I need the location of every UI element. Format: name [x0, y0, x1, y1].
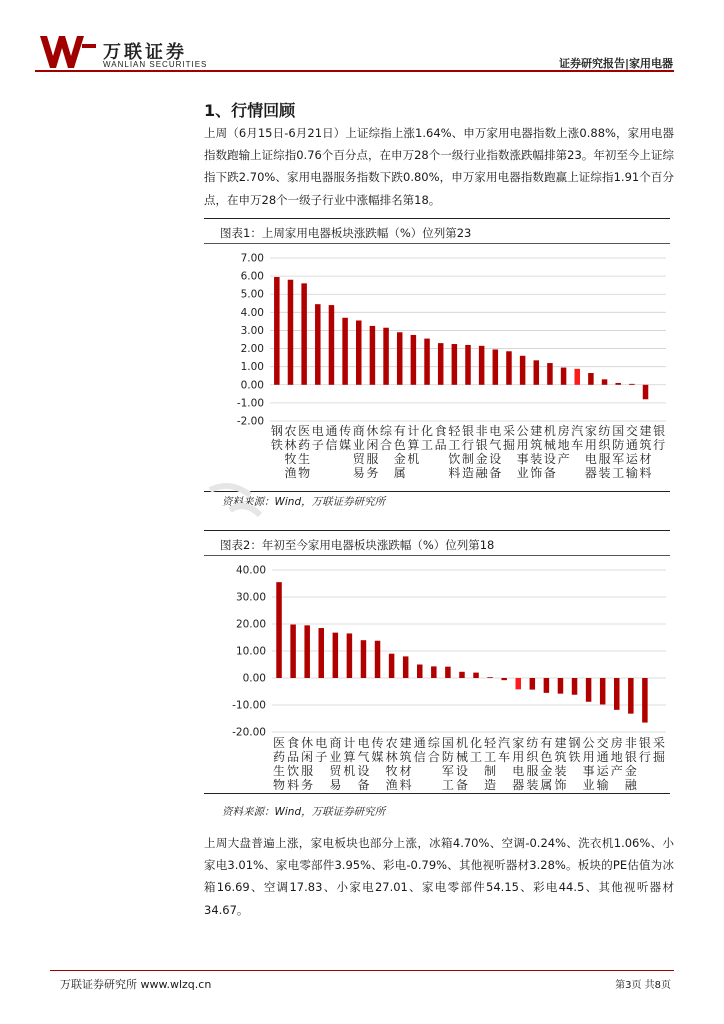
x-category-label: 合 — [427, 750, 440, 764]
watermark-icon — [200, 470, 310, 550]
x-category-label: 筑 — [399, 750, 412, 764]
x-category-label: 气 — [357, 750, 370, 764]
chart2-bar — [473, 673, 479, 678]
x-category-label: 电 — [315, 736, 328, 750]
x-category-label: 备 — [489, 466, 502, 480]
x-category-label: 械 — [543, 438, 556, 452]
chart2-bar — [403, 656, 409, 678]
x-category-label: 通 — [625, 438, 638, 452]
x-category-label: 设 — [489, 452, 502, 466]
x-category-label: 融 — [624, 778, 637, 792]
x-category-label: 备 — [455, 778, 468, 792]
x-category-label: 机 — [343, 764, 356, 778]
x-category-label: 轻 — [484, 736, 497, 750]
x-category-label: 算 — [343, 750, 356, 764]
x-category-label: 机 — [455, 736, 468, 750]
x-category-label: 制 — [484, 764, 497, 778]
x-category-label: 器 — [512, 778, 525, 792]
x-category-label: 属 — [393, 466, 406, 480]
x-category-label: 防 — [441, 750, 454, 764]
x-category-label: 筑 — [530, 438, 543, 452]
x-category-label: 信 — [325, 438, 338, 452]
x-category-label: 运 — [596, 764, 609, 778]
x-category-label: 生 — [273, 764, 286, 778]
x-category-label: 综 — [427, 736, 440, 750]
x-category-label: 综 — [380, 424, 393, 438]
chart2-bar — [459, 672, 465, 678]
x-category-label: 休 — [301, 736, 314, 750]
x-category-label: 设 — [357, 764, 370, 778]
chart2-bar — [530, 678, 536, 690]
x-category-label: 铁 — [270, 438, 283, 452]
x-category-label: 渔 — [284, 466, 297, 480]
chart1-bar — [479, 346, 485, 385]
chart2-bar — [516, 678, 522, 689]
report-category: 证券研究报告|家用电器 — [558, 57, 673, 70]
x-category-label: 非 — [475, 424, 488, 438]
x-category-label: 材 — [639, 452, 652, 466]
x-category-label: 设 — [455, 764, 468, 778]
chart1-bar — [643, 385, 649, 399]
paragraph-market-review: 上周（6月15日-6月21日）上证综指上涨1.64%、申万家用电器指数上涨0.88%，家用电器指数跑输上证综指0.76个百分点，在申万28个一级行业指数涨跌幅排第23。年初至今上证综指下跌2.70%、家用电器服务指数下跌0.80%，申万家用电器指数跑赢上证综指1.91个百分点，在申万28个一级子行业中涨幅排名第18。 — [204, 126, 674, 207]
x-category-label: 建 — [530, 424, 543, 438]
x-category-label: 防 — [612, 438, 625, 452]
x-category-label: 药 — [273, 750, 286, 764]
y-tick-label: 10.00 — [235, 645, 266, 658]
x-category-label: 品 — [287, 750, 300, 764]
chart2-bar — [361, 640, 367, 678]
x-category-label: 料 — [399, 778, 412, 792]
x-category-label: 电 — [357, 736, 370, 750]
chart1-bar — [315, 304, 321, 385]
chart1-bar — [288, 280, 294, 385]
x-category-label: 备 — [357, 778, 370, 792]
x-category-label: 非 — [624, 736, 637, 750]
x-category-label: 轻 — [448, 424, 461, 438]
y-tick-label: 3.00 — [240, 324, 264, 337]
y-tick-label: 0.00 — [242, 672, 266, 685]
chart1-bar — [411, 335, 417, 385]
wanlian-logo-icon — [38, 34, 100, 70]
x-category-label: 传 — [371, 736, 384, 750]
chart2-bar — [445, 667, 451, 678]
x-category-label: 用 — [516, 438, 529, 452]
chart2-bar — [572, 678, 578, 695]
chart2-bar — [501, 678, 507, 680]
x-category-label: 银 — [624, 750, 637, 764]
chart1-bar — [520, 356, 526, 385]
x-category-label: 商 — [329, 736, 342, 750]
x-category-label: 输 — [625, 466, 638, 480]
x-category-label: 算 — [407, 438, 420, 452]
x-category-label: 事 — [516, 452, 529, 466]
x-category-label: 掘 — [502, 438, 515, 452]
x-category-label: 服 — [366, 452, 379, 466]
x-category-label: 纺 — [526, 736, 539, 750]
x-category-label: 工 — [441, 778, 454, 792]
x-category-label: 药 — [298, 438, 311, 452]
x-category-label: 易 — [352, 466, 365, 480]
x-category-label: 品 — [434, 438, 447, 452]
x-category-label: 产 — [557, 452, 570, 466]
chart1-bar — [383, 328, 389, 385]
x-category-label: 电 — [512, 764, 525, 778]
x-category-label: 料 — [287, 778, 300, 792]
chart2-bar — [347, 633, 353, 678]
x-category-label: 色 — [393, 438, 406, 452]
x-category-label: 生 — [298, 452, 311, 466]
y-tick-label: -1.00 — [236, 397, 264, 410]
x-category-label: 务 — [366, 466, 379, 480]
x-category-label: 军 — [441, 764, 454, 778]
x-category-label: 子 — [315, 750, 328, 764]
x-category-label: 造 — [461, 466, 475, 480]
x-category-label: 化 — [421, 424, 434, 438]
y-tick-label: 7.00 — [240, 252, 264, 265]
page-number: 第3页 共8页 — [615, 980, 671, 991]
chart-weekly-returns — [204, 245, 670, 490]
x-category-label: 农 — [284, 424, 297, 438]
x-category-label: 银 — [653, 424, 666, 438]
figure2-title: 图表2：年初至今家用电器板块涨跌幅（%）位列第18 — [220, 538, 495, 552]
x-category-label: 金 — [540, 764, 553, 778]
x-category-label: 气 — [489, 438, 502, 452]
x-category-label: 金 — [475, 452, 488, 466]
x-category-label: 渔 — [385, 778, 398, 792]
x-category-label: 商 — [352, 424, 365, 438]
x-category-label: 产 — [610, 764, 623, 778]
chart1-bar — [588, 373, 594, 385]
chart2-bar — [417, 665, 423, 679]
x-category-label: 食 — [434, 424, 447, 438]
x-category-label: 属 — [540, 778, 553, 792]
chart2-bar — [431, 666, 437, 678]
x-category-label: 纺 — [598, 424, 611, 438]
x-category-label: 计 — [407, 424, 420, 438]
x-category-label: 业 — [352, 438, 365, 452]
x-category-label: 装 — [554, 764, 567, 778]
x-category-label: 休 — [366, 424, 379, 438]
x-category-label: 有 — [540, 736, 553, 750]
chart1-bar — [561, 368, 567, 385]
x-category-label: 电 — [489, 424, 502, 438]
figure-ytd-returns — [204, 530, 670, 794]
x-category-label: 闲 — [301, 750, 314, 764]
chart1-bar — [452, 344, 458, 385]
x-category-label: 建 — [554, 736, 567, 750]
x-category-label: 建 — [399, 736, 412, 750]
x-category-label: 传 — [339, 424, 352, 438]
chart1-bar — [534, 360, 540, 384]
x-category-label: 织 — [598, 438, 611, 452]
chart-ytd-returns — [204, 557, 670, 792]
y-tick-label: 5.00 — [240, 288, 264, 301]
chart1-bar — [615, 383, 621, 385]
x-category-label: 工 — [421, 438, 434, 452]
chart1-bar — [574, 369, 580, 385]
chart1-bar — [274, 277, 280, 385]
x-category-label: 用 — [584, 438, 597, 452]
x-category-label: 服 — [526, 764, 539, 778]
chart1-bar — [397, 332, 403, 385]
x-category-label: 用 — [582, 750, 595, 764]
x-category-label: 筑 — [554, 750, 567, 764]
x-category-label: 务 — [301, 778, 314, 792]
x-category-label: 铁 — [568, 750, 581, 764]
chart2-bar — [628, 678, 634, 714]
x-category-label: 车 — [571, 438, 584, 452]
x-category-label: 饮 — [287, 764, 300, 778]
x-category-label: 行 — [653, 438, 666, 452]
x-category-label: 家 — [512, 736, 525, 750]
x-category-label: 械 — [455, 750, 468, 764]
x-category-label: 业 — [329, 750, 342, 764]
x-category-label: 采 — [502, 424, 515, 438]
chart1-bar — [342, 318, 348, 385]
x-category-label: 易 — [329, 778, 342, 792]
chart2-bar — [487, 677, 493, 678]
figure-weekly-returns — [204, 218, 670, 492]
x-category-label: 农 — [385, 736, 398, 750]
x-category-label: 银 — [461, 424, 475, 438]
x-category-label: 输 — [596, 778, 609, 792]
x-category-label: 料 — [639, 466, 652, 480]
y-tick-label: 4.00 — [240, 306, 264, 319]
footer-divider — [50, 970, 674, 971]
x-category-label: 装 — [598, 466, 611, 480]
chart2-bar — [389, 654, 395, 678]
x-category-label: 机 — [407, 452, 420, 466]
chart1-bar — [370, 326, 376, 385]
x-category-label: 林 — [284, 438, 297, 452]
x-category-label: 饰 — [554, 778, 567, 792]
x-category-label: 筑 — [639, 438, 652, 452]
x-category-label: 公 — [516, 424, 529, 438]
chart1-bar — [356, 320, 362, 384]
y-tick-label: -20.00 — [232, 726, 266, 739]
x-category-label: 掘 — [652, 750, 665, 764]
x-category-label: 医 — [273, 736, 286, 750]
x-category-label: 闲 — [366, 438, 379, 452]
header-divider — [35, 70, 674, 72]
footer-institution: 万联证券研究所 www.wlzq.cn — [60, 978, 212, 991]
chart1-bar — [465, 345, 471, 385]
y-tick-label: 20.00 — [235, 618, 266, 631]
x-category-label: 电 — [311, 424, 324, 438]
x-category-label: 造 — [484, 778, 497, 792]
x-category-label: 媒 — [371, 750, 384, 764]
chart1-bar — [506, 351, 512, 385]
x-category-label: 家 — [584, 424, 597, 438]
y-tick-label: -2.00 — [236, 415, 264, 428]
x-category-label: 交 — [596, 736, 609, 750]
logo-english-text: WANLIAN SECURITIES — [103, 60, 208, 69]
chart2-bar — [600, 678, 606, 704]
x-category-label: 工 — [448, 438, 461, 452]
x-category-label: 林 — [385, 750, 398, 764]
section-title: 1、行情回顾 — [204, 101, 296, 120]
x-category-label: 装 — [530, 452, 543, 466]
chart1-bar — [629, 384, 635, 385]
x-category-label: 业 — [582, 778, 595, 792]
y-tick-label: 30.00 — [235, 591, 266, 604]
x-category-label: 服 — [301, 764, 314, 778]
x-category-label: 行 — [638, 750, 651, 764]
x-category-label: 事 — [582, 764, 595, 778]
x-category-label: 电 — [584, 452, 597, 466]
chart2-bar — [558, 678, 564, 694]
x-category-label: 融 — [475, 466, 488, 480]
x-category-label: 贸 — [352, 452, 365, 466]
chart2-bar — [319, 628, 325, 678]
chart1-bar — [301, 283, 307, 384]
x-category-label: 用 — [512, 750, 525, 764]
x-category-label: 有 — [393, 424, 406, 438]
x-category-label: 银 — [475, 438, 488, 452]
chart2-bar — [333, 633, 339, 678]
logo-chinese-text: 万联证券 — [103, 42, 187, 63]
x-category-label: 业 — [516, 466, 529, 480]
chart1-bar — [329, 305, 335, 385]
x-category-label: 汽 — [571, 424, 584, 438]
chart2-bar — [614, 678, 620, 710]
chart2-bar — [544, 678, 550, 693]
x-category-label: 交 — [625, 424, 638, 438]
x-category-label: 汽 — [498, 736, 511, 750]
x-category-label: 通 — [413, 736, 426, 750]
x-category-label: 通 — [596, 750, 609, 764]
y-tick-label: 1.00 — [240, 361, 264, 374]
chart2-bar — [586, 678, 592, 702]
x-category-label: 计 — [343, 736, 356, 750]
x-category-label: 材 — [399, 764, 412, 778]
x-category-label: 银 — [638, 736, 651, 750]
x-category-label: 媒 — [339, 438, 352, 452]
y-tick-label: 40.00 — [235, 564, 266, 577]
x-category-label: 物 — [298, 466, 311, 480]
x-category-label: 行 — [461, 438, 475, 452]
y-tick-label: 2.00 — [240, 343, 264, 356]
x-category-label: 工 — [484, 750, 497, 764]
x-category-label: 医 — [298, 424, 311, 438]
figure1-source: 资料来源：Wind，万联证券研究所 — [222, 496, 386, 508]
x-category-label: 钢 — [568, 736, 581, 750]
chart1-bar — [493, 349, 499, 384]
x-category-label: 化 — [470, 736, 483, 750]
x-category-label: 采 — [652, 736, 665, 750]
x-category-label: 器 — [584, 466, 597, 480]
x-category-label: 通 — [325, 424, 338, 438]
x-category-label: 装 — [526, 778, 539, 792]
x-category-label: 军 — [612, 452, 625, 466]
chart1-bar — [547, 363, 553, 385]
y-tick-label: 6.00 — [240, 270, 264, 283]
x-category-label: 建 — [639, 424, 652, 438]
x-category-label: 房 — [610, 736, 623, 750]
x-category-label: 备 — [543, 466, 556, 480]
x-category-label: 运 — [625, 452, 638, 466]
x-category-label: 工 — [612, 466, 625, 480]
chart2-bar — [304, 625, 310, 678]
x-category-label: 服 — [598, 452, 611, 466]
x-category-label: 料 — [448, 466, 461, 480]
x-category-label: 国 — [441, 736, 454, 750]
x-category-label: 牧 — [284, 452, 297, 466]
x-category-label: 车 — [498, 750, 511, 764]
x-category-label: 设 — [543, 452, 556, 466]
x-category-label: 贸 — [329, 764, 342, 778]
chart2-bar — [642, 678, 648, 723]
x-category-label: 子 — [311, 438, 324, 452]
chart1-bar — [602, 379, 608, 384]
x-category-label: 合 — [380, 438, 393, 452]
chart1-bar — [424, 339, 430, 385]
x-category-label: 制 — [461, 452, 475, 466]
y-tick-label: -10.00 — [232, 699, 266, 712]
x-category-label: 金 — [624, 764, 637, 778]
x-category-label: 地 — [557, 438, 570, 452]
y-tick-label: 0.00 — [240, 379, 264, 392]
figure2-source: 资料来源：Wind，万联证券研究所 — [222, 806, 386, 818]
x-category-label: 国 — [612, 424, 625, 438]
x-category-label: 饮 — [448, 452, 461, 466]
x-category-label: 机 — [543, 424, 556, 438]
x-category-label: 食 — [287, 736, 300, 750]
x-category-label: 公 — [582, 736, 595, 750]
x-category-label: 信 — [413, 750, 426, 764]
chart1-bar — [438, 343, 444, 385]
chart2-bar — [375, 641, 381, 678]
chart2-bar — [290, 625, 296, 678]
x-category-label: 地 — [610, 750, 623, 764]
x-category-label: 物 — [273, 778, 286, 792]
x-category-label: 钢 — [270, 424, 283, 438]
chart2-bar — [276, 582, 282, 678]
paragraph-sector-performance: 上周大盘普遍上涨，家电板块也部分上涨，冰箱4.70%、空调-0.24%、洗衣机1.06%、小家电3.01%、家电零部件3.95%、彩电-0.79%、其他视听器材3.28%。板块的PE估值为冰箱16.69、空调17.83、小家电27.01、家电零部件54.15、彩电44.5、其他视听器材34.67。 — [204, 836, 674, 917]
x-category-label: 饰 — [530, 466, 543, 480]
x-category-label: 织 — [526, 750, 539, 764]
page-header — [0, 0, 724, 75]
x-category-label: 牧 — [385, 764, 398, 778]
x-category-label: 金 — [393, 452, 406, 466]
x-category-label: 房 — [557, 424, 570, 438]
x-category-label: 色 — [540, 750, 553, 764]
x-category-label: 工 — [470, 750, 483, 764]
figure1-title: 图表1：上周家用电器板块涨跌幅（%）位列第23 — [220, 226, 472, 240]
